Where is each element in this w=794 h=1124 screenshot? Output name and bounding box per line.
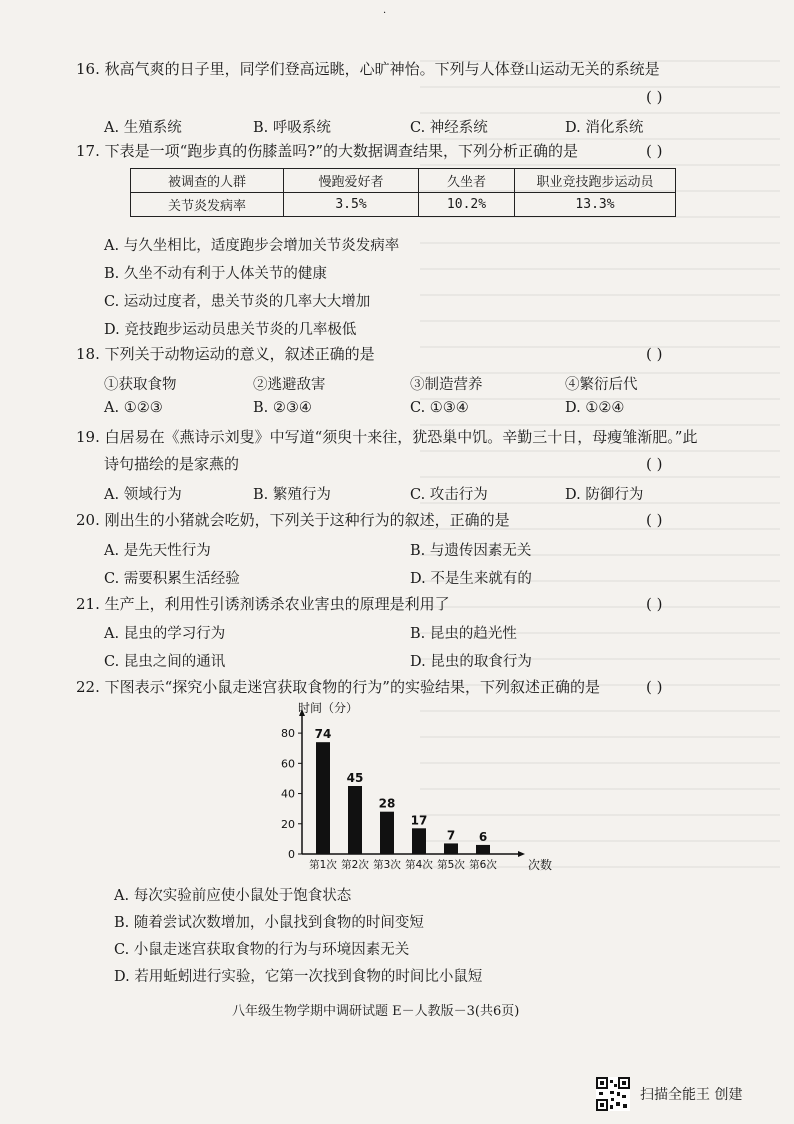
- answer-paren-17: ( ): [646, 142, 663, 160]
- q18-option-b: B. ②③④: [253, 400, 312, 416]
- table-cell: 10.2%: [419, 193, 515, 217]
- q22-option-c: C. 小鼠走迷宫获取食物的行为与环境因素无关: [114, 942, 410, 958]
- q17-option-b: B. 久坐不动有利于人体关节的健康: [104, 266, 327, 282]
- answer-paren-19: ( ): [646, 455, 663, 473]
- table-header-cell: 被调查的人群: [131, 169, 284, 193]
- q22-option-a: A. 每次实验前应使小鼠处于饱食状态: [114, 888, 352, 904]
- y-tick-label: 60: [281, 757, 295, 771]
- q21-option-b: B. 昆虫的趋光性: [410, 626, 517, 642]
- question-21: 21. 生产上，利用性引诱剂诱杀农业害虫的原理是利用了: [76, 595, 450, 613]
- question-16: 16. 秋高气爽的日子里，同学们登高远眺，心旷神怡。下列与人体登山运动无关的系统是: [76, 60, 660, 78]
- bar-value-label: 45: [346, 771, 364, 785]
- answer-paren-16: ( ): [646, 88, 663, 106]
- x-axis-label: 次数: [528, 858, 553, 872]
- answer-paren-18: ( ): [646, 345, 663, 363]
- table-cell: 3.5%: [284, 193, 419, 217]
- q20-option-b: B. 与遗传因素无关: [410, 543, 532, 559]
- bar: [476, 845, 490, 854]
- x-tick-label: 第5次: [437, 859, 465, 871]
- y-tick-label: 40: [281, 787, 295, 801]
- bar: [348, 786, 362, 854]
- q18-option-d: D. ①②④: [565, 400, 625, 416]
- answer-paren-21: ( ): [646, 595, 663, 613]
- q18-item-3: ③制造营养: [410, 377, 483, 393]
- q18-item-2: ②逃避敌害: [253, 377, 326, 393]
- question-20: 20. 刚出生的小猪就会吃奶，下列关于这种行为的叙述，正确的是: [76, 511, 510, 529]
- bar: [444, 843, 458, 854]
- bar-value-label: 28: [378, 796, 396, 811]
- q21-option-c: C. 昆虫之间的通讯: [104, 654, 226, 670]
- q16-option-d: D. 消化系统: [565, 120, 644, 136]
- answer-paren-22: ( ): [646, 678, 663, 696]
- q21-option-a: A. 昆虫的学习行为: [104, 626, 226, 642]
- table-cell: 13.3%: [515, 193, 676, 217]
- q17-option-c: C. 运动过度者，患关节炎的几率大大增加: [104, 294, 371, 310]
- survey-table: [130, 168, 676, 217]
- bar-value-label: 17: [410, 813, 428, 828]
- question-22: 22. 下图表示“探究小鼠走迷宫获取食物的行为”的实验结果，下列叙述正确的是: [76, 678, 600, 696]
- x-tick-label: 第4次: [405, 859, 433, 871]
- page-footer: 八年级生物学期中调研试题 E－人教版－3(共6页): [232, 1004, 520, 1019]
- x-tick-label: 第1次: [309, 859, 337, 871]
- q17-option-a: A. 与久坐相比，适度跑步会增加关节炎发病率: [104, 238, 400, 254]
- q18-option-c: C. ①③④: [410, 400, 469, 416]
- y-axis-label: 时间（分）: [298, 702, 359, 715]
- q19-option-c: C. 攻击行为: [410, 487, 488, 503]
- bar-value-label: 7: [446, 828, 456, 843]
- table-cell: 关节炎发病率: [131, 193, 284, 217]
- table-header-cell: 久坐者: [419, 169, 515, 193]
- answer-paren-20: ( ): [646, 511, 663, 529]
- q18-item-1: ①获取食物: [104, 377, 177, 393]
- q16-option-c: C. 神经系统: [410, 120, 488, 136]
- qr-code-icon: [596, 1077, 630, 1111]
- bar-value-label: 6: [478, 829, 488, 844]
- bar-value-label: 74: [314, 727, 332, 742]
- q19-option-d: D. 防御行为: [565, 487, 644, 503]
- maze-time-bar-chart: [260, 702, 560, 876]
- q16-option-a: A. 生殖系统: [104, 120, 182, 136]
- q22-option-b: B. 随着尝试次数增加，小鼠找到食物的时间变短: [114, 915, 424, 931]
- question-19: 19. 白居易在《燕诗示刘叟》中写道“须臾十来往，犹恐巢中饥。辛勤三十日，母瘦雏渐肥。”此: [76, 428, 698, 446]
- question-18: 18. 下列关于动物运动的意义，叙述正确的是: [76, 345, 375, 363]
- table-header-cell: 职业竞技跑步运动员: [515, 169, 676, 193]
- x-tick-label: 第6次: [469, 859, 497, 871]
- q21-option-d: D. 昆虫的取食行为: [410, 654, 532, 670]
- q18-item-4: ④繁衍后代: [565, 377, 638, 393]
- q20-option-a: A. 是先天性行为: [104, 543, 211, 559]
- page-mark: ·: [383, 8, 387, 19]
- q18-option-a: A. ①②③: [104, 400, 163, 416]
- q20-option-d: D. 不是生来就有的: [410, 571, 532, 587]
- q19-option-a: A. 领域行为: [104, 487, 182, 503]
- x-tick-label: 第2次: [341, 859, 369, 871]
- x-axis-arrow: [518, 851, 525, 857]
- q16-option-b: B. 呼吸系统: [253, 120, 331, 136]
- bar: [316, 742, 330, 854]
- y-tick-label: 0: [288, 848, 295, 861]
- bar: [412, 828, 426, 854]
- q20-option-c: C. 需要积累生活经验: [104, 571, 240, 587]
- q17-option-d: D. 竞技跑步运动员患关节炎的几率极低: [104, 322, 357, 338]
- question-19-line2: 诗句描绘的是家燕的: [104, 455, 240, 473]
- y-tick-label: 80: [281, 727, 295, 741]
- q19-option-b: B. 繁殖行为: [253, 487, 331, 503]
- q22-option-d: D. 若用蚯蚓进行实验，它第一次找到食物的时间比小鼠短: [114, 969, 483, 985]
- bar: [380, 812, 394, 854]
- table-header-cell: 慢跑爱好者: [284, 169, 419, 193]
- y-tick-label: 20: [281, 817, 295, 831]
- x-tick-label: 第3次: [373, 859, 401, 871]
- question-17: 17. 下表是一项“跑步真的伤膝盖吗?”的大数据调查结果，下列分析正确的是: [76, 142, 579, 160]
- scanner-watermark: 扫描全能王 创建: [640, 1087, 743, 1103]
